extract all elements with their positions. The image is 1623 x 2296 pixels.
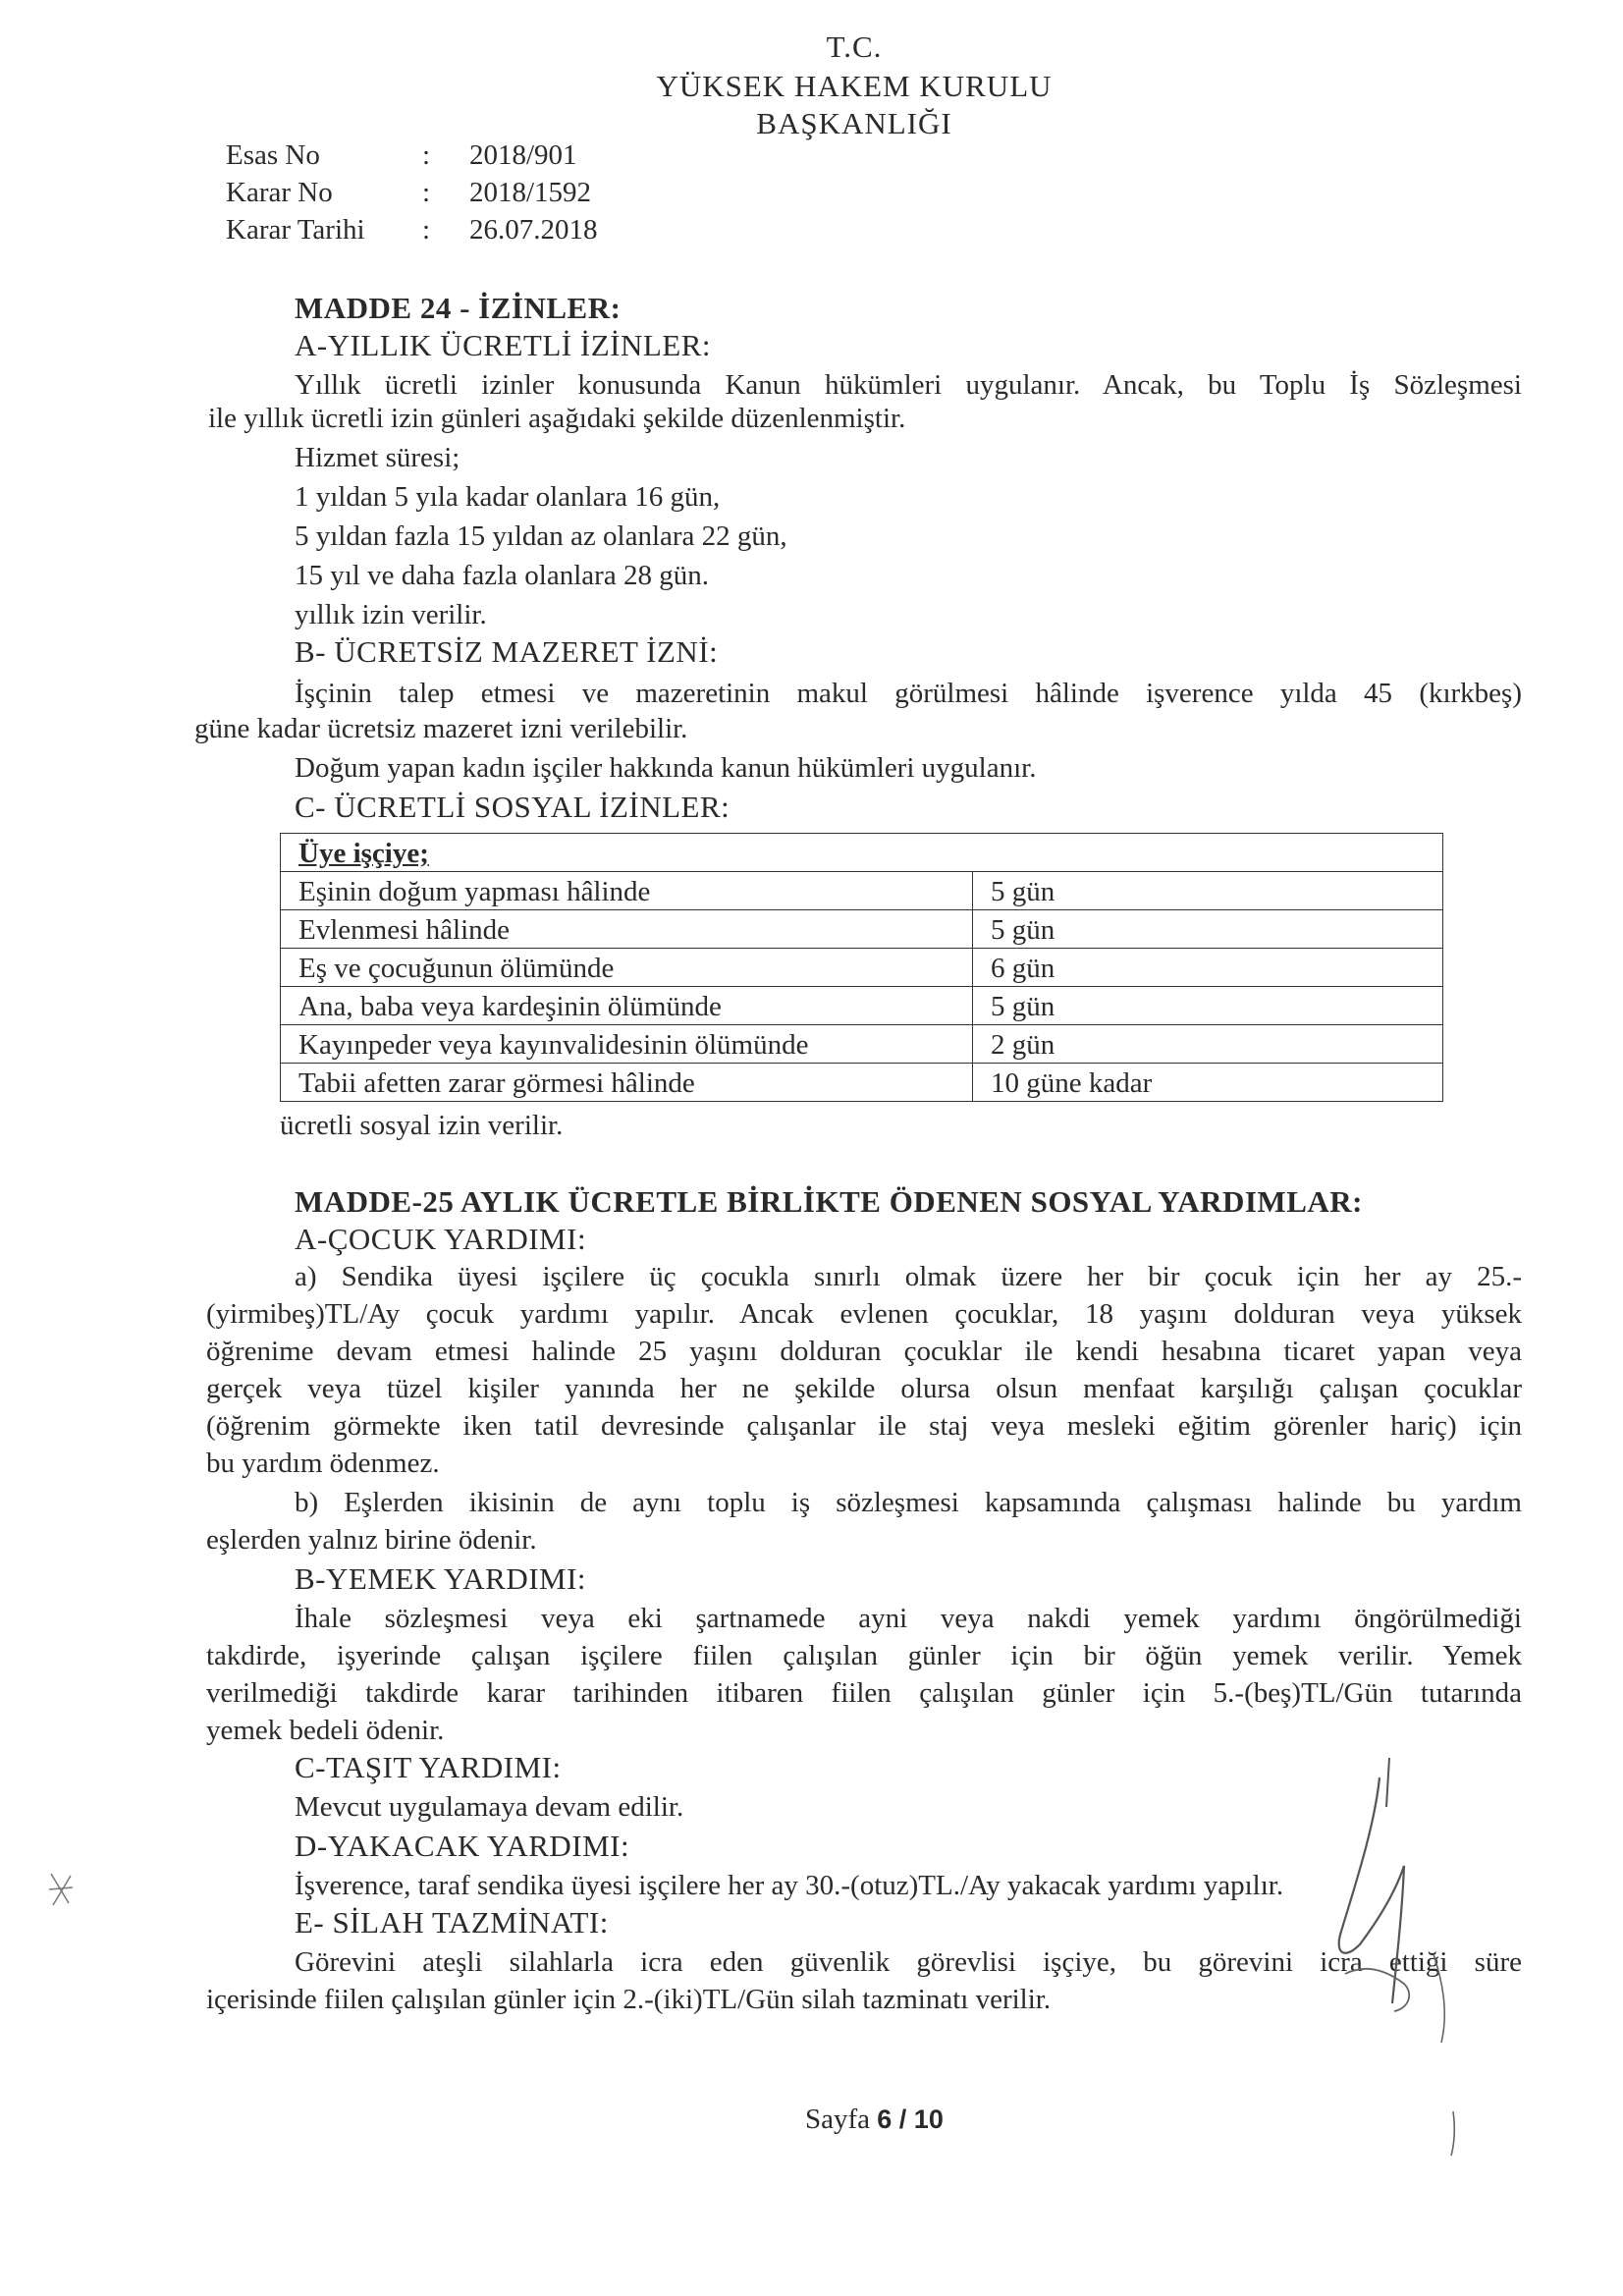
meta-sep: : — [422, 214, 431, 246]
meta-value: 2018/1592 — [469, 177, 592, 208]
table-row — [281, 1064, 1443, 1102]
table-row — [281, 949, 1443, 987]
madde-25-b-line: takdirde, işyerinde çalışan işçilere fiilen çalışılan günler için bir öğün yemek verilir. Yemek — [206, 1640, 1522, 1671]
madde-24-b-p2: Doğum yapan kadın işçiler hakkında kanun hükümleri uygulanır. — [295, 752, 1037, 784]
header-tc: T.C. — [826, 29, 883, 64]
header-institution: YÜKSEK HAKEM KURULU — [656, 69, 1053, 103]
table-row — [281, 987, 1443, 1025]
madde-25-b-line: yemek bedeli ödenir. — [206, 1715, 445, 1746]
madde-24-c-after: ücretli sosyal izin verilir. — [280, 1110, 564, 1141]
madde-24-a-p1-line2: ile yıllık ücretli izin günleri aşağıdaki şekilde düzenlenmiştir. — [208, 403, 906, 434]
madde-24-a-p1-line1: Yıllık ücretli izinler konusunda Kanun hükümleri uygulanır. Ancak, bu Toplu İş Sözleşmesi — [295, 369, 1522, 401]
madde-25-c-line: Mevcut uygulamaya devam edilir. — [295, 1791, 684, 1823]
madde-25-e-line: Görevini ateşli silahlarla icra eden güvenlik görevlisi işçiye, bu görevini icra ettiği süre — [295, 1946, 1522, 1978]
madde-25-b-line: İhale sözleşmesi veya eki şartnamede ayni veya nakdi yemek yardımı öngörülmediği — [295, 1603, 1522, 1634]
madde-24-a-line: Hizmet süresi; — [295, 442, 460, 473]
meta-value: 2018/901 — [469, 139, 577, 171]
madde-25-title: MADDE-25 AYLIK ÜCRETLE BİRLİKTE ÖDENEN SOSYAL YARDIMLAR: — [295, 1184, 1363, 1219]
madde-25-a-title: A-ÇOCUK YARDIMI: — [295, 1222, 587, 1256]
meta-label: Karar No — [226, 177, 333, 208]
meta-label: Karar Tarihi — [226, 214, 365, 246]
madde-24-a-line: 1 yıldan 5 yıla kadar olanlara 16 gün, — [295, 481, 721, 513]
madde-24-b-title: B- ÜCRETSİZ MAZERET İZNİ: — [295, 634, 719, 669]
madde-25-e-title: E- SİLAH TAZMİNATI: — [295, 1905, 609, 1940]
meta-value: 26.07.2018 — [469, 214, 598, 246]
table-cell-case: Tabii afetten zarar görmesi hâlinde — [281, 1064, 973, 1102]
margin-mark — [41, 1864, 81, 1913]
table-cell-days: 5 gün — [973, 872, 1443, 910]
meta-label: Esas No — [226, 139, 320, 171]
madde-25-a-b-line: b) Eşlerden ikisinin de aynı toplu iş sözleşmesi kapsamında çalışması halinde bu yardım — [295, 1487, 1522, 1518]
table-cell-case: Kayınpeder veya kayınvalidesinin ölümünde — [281, 1025, 973, 1064]
meta-esas — [226, 137, 577, 173]
page-number-value: 6 / 10 — [877, 2105, 944, 2134]
madde-25-d-line: İşverence, taraf sendika üyesi işçilere her ay 30.-(otuz)TL./Ay yakacak yardımı yapılır. — [295, 1870, 1284, 1901]
madde-25-e-line: içerisinde fiilen çalışılan günler için 2.-(iki)TL/Gün silah tazminatı verilir. — [206, 1984, 1052, 2015]
madde-24-a-line: 15 yıl ve daha fazla olanlara 28 gün. — [295, 560, 709, 591]
page-number — [805, 2104, 944, 2136]
madde-24-b-p1-line2: güne kadar ücretsiz mazeret izni verilebilir. — [194, 713, 688, 744]
table-cell-days: 10 güne kadar — [973, 1064, 1443, 1102]
table-cell-days: 5 gün — [973, 987, 1443, 1025]
signature-mark — [1286, 1748, 1483, 2160]
madde-24-b-p1-line1: İşçinin talep etmesi ve mazeretinin makul görülmesi hâlinde işverence yılda 45 (kırkbeş) — [295, 678, 1522, 709]
table-cell-case: Ana, baba veya kardeşinin ölümünde — [281, 987, 973, 1025]
madde-24-c-title: C- ÜCRETLİ SOSYAL İZİNLER: — [295, 790, 730, 824]
madde-25-a-b-line: eşlerden yalnız birine ödenir. — [206, 1524, 537, 1556]
table-cell-days: 5 gün — [973, 910, 1443, 949]
table-header-row — [281, 834, 1443, 872]
meta-karar-no — [226, 175, 591, 210]
table-cell-days: 6 gün — [973, 949, 1443, 987]
table-header: Üye işçiye; — [281, 834, 1443, 872]
header-department: BAŞKANLIĞI — [756, 106, 952, 140]
madde-25-d-title: D-YAKACAK YARDIMI: — [295, 1829, 630, 1863]
meta-sep: : — [422, 177, 431, 208]
table-row — [281, 1025, 1443, 1064]
madde-25-b-line: verilmediği takdirde karar tarihinden itibaren fiilen çalışılan günler için 5.-(beş)TL/Gün tutarında — [206, 1677, 1522, 1709]
table-row — [281, 872, 1443, 910]
madde-24-title: MADDE 24 - İZİNLER: — [295, 291, 622, 325]
table-cell-case: Eş ve çocuğunun ölümünde — [281, 949, 973, 987]
page-number-prefix: Sayfa — [805, 2104, 871, 2135]
madde-25-a-line: (öğrenim görmekte iken tatil devresinde çalışanlar ile staj veya mesleki eğitim görenler hariç) için — [206, 1410, 1522, 1442]
meta-sep: : — [422, 139, 431, 171]
meta-karar-tarihi — [226, 212, 598, 247]
table-cell-case: Eşinin doğum yapması hâlinde — [281, 872, 973, 910]
madde-25-a-line: (yirmibeş)TL/Ay çocuk yardımı yapılır. Ancak evlenen çocuklar, 18 yaşını dolduran veya yüksek — [206, 1298, 1522, 1330]
madde-24-a-title: A-YILLIK ÜCRETLİ İZİNLER: — [295, 328, 712, 362]
madde-25-a-line: a) Sendika üyesi işçilere üç çocukla sınırlı olmak üzere her bir çocuk için her ay 25.- — [295, 1261, 1522, 1292]
madde-25-b-title: B-YEMEK YARDIMI: — [295, 1561, 587, 1596]
table-cell-case: Evlenmesi hâlinde — [281, 910, 973, 949]
madde-25-a-line: öğrenime devam etmesi halinde 25 yaşını dolduran çocuklar ile kendi hesabına ticaret yapan veya — [206, 1336, 1522, 1367]
madde-25-a-line: gerçek veya tüzel kişiler yanında her ne şekilde olursa olsun menfaat karşılığı çalışan çocuklar — [206, 1373, 1522, 1404]
madde-25-c-title: C-TAŞIT YARDIMI: — [295, 1750, 562, 1784]
sosyal-izinler-table — [280, 833, 1443, 1102]
madde-24-a-line: yıllık izin verilir. — [295, 599, 487, 630]
table-row — [281, 910, 1443, 949]
madde-24-a-line: 5 yıldan fazla 15 yıldan az olanlara 22 gün, — [295, 520, 787, 552]
madde-25-a-line: bu yardım ödenmez. — [206, 1448, 440, 1479]
table-cell-days: 2 gün — [973, 1025, 1443, 1064]
